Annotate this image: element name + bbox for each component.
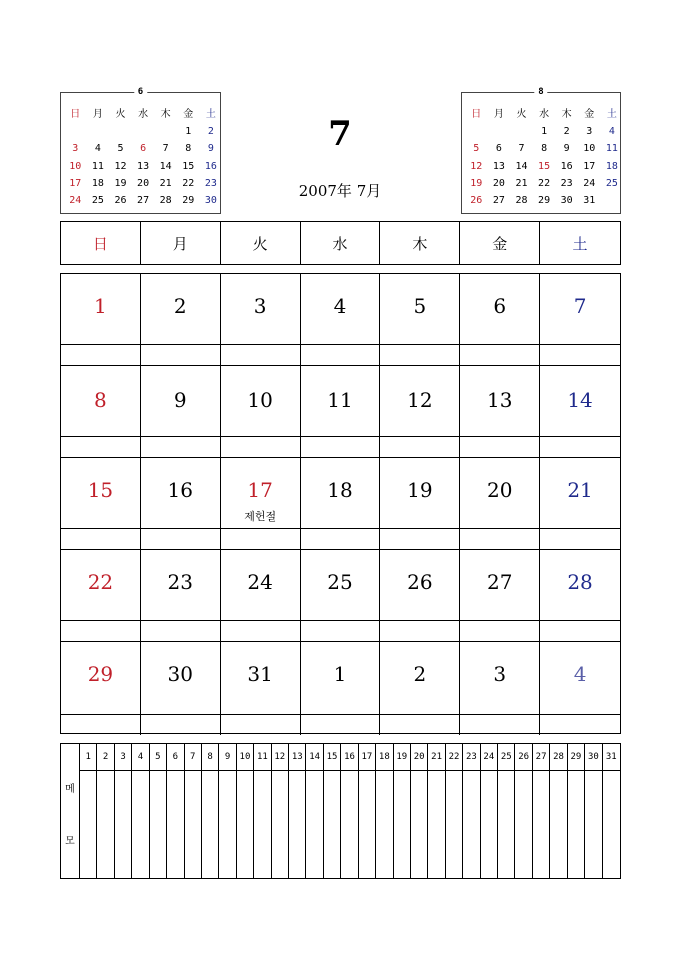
mini-day: 4 <box>608 126 615 138</box>
mini-weekday: 火 <box>115 109 126 120</box>
day-note-strip[interactable] <box>540 620 620 641</box>
memo-day-number: 7 <box>185 744 201 771</box>
day-number: 2 <box>173 294 187 318</box>
mini-day: 23 <box>560 177 573 189</box>
mini-weekday: 木 <box>160 109 171 120</box>
mini-day: 3 <box>72 143 79 155</box>
mini-day: 20 <box>492 177 505 189</box>
mini-day: 17 <box>69 177 82 189</box>
day-note-strip[interactable] <box>221 344 300 365</box>
day-number: 1 <box>333 662 347 686</box>
day-number: 3 <box>493 662 507 686</box>
day-number: 24 <box>247 570 273 594</box>
memo-day-number: 2 <box>97 744 113 771</box>
memo-day-column[interactable] <box>150 744 167 878</box>
memo-day-number: 8 <box>202 744 218 771</box>
day-cell[interactable] <box>61 550 141 642</box>
day-note-strip[interactable] <box>301 528 380 549</box>
day-note-strip[interactable] <box>380 528 459 549</box>
day-note-strip[interactable] <box>460 528 539 549</box>
mini-day: 16 <box>204 160 217 172</box>
memo-day-number: 16 <box>341 744 357 771</box>
day-number: 26 <box>407 570 433 594</box>
day-cell[interactable] <box>540 274 620 366</box>
day-number: 30 <box>167 662 193 686</box>
mini-day: 17 <box>583 160 596 172</box>
day-number: 11 <box>327 388 353 412</box>
day-number: 20 <box>486 478 513 502</box>
day-note-strip[interactable] <box>221 714 300 735</box>
mini-day: 20 <box>137 177 150 189</box>
memo-day-number: 18 <box>376 744 392 771</box>
day-cell[interactable] <box>221 458 301 550</box>
memo-day-number: 13 <box>289 744 305 771</box>
day-note-strip[interactable] <box>540 714 620 735</box>
day-note-strip[interactable] <box>301 344 380 365</box>
mini-day: 11 <box>91 160 104 172</box>
day-number: 27 <box>486 570 513 594</box>
day-number: 21 <box>567 478 593 502</box>
day-cell[interactable] <box>540 642 620 735</box>
memo-day-column[interactable] <box>568 744 585 878</box>
mini-weekday: 金 <box>183 109 194 120</box>
weekday-wednesday: 水 <box>301 222 381 264</box>
mini-day: 6 <box>495 143 502 155</box>
mini-day: 24 <box>583 177 596 189</box>
day-number: 14 <box>567 388 593 412</box>
mini-day: 18 <box>91 177 104 189</box>
memo-day-number: 14 <box>306 744 322 771</box>
mini-weekday: 水 <box>138 109 149 120</box>
mini-day: 9 <box>207 143 214 155</box>
mini-day: 26 <box>470 194 483 206</box>
day-number: 9 <box>173 388 187 412</box>
memo-label-bottom: 모 <box>65 836 75 847</box>
memo-day-column[interactable] <box>237 744 254 878</box>
mini-weekday: 水 <box>539 109 550 120</box>
day-number: 1 <box>94 294 107 318</box>
day-cell[interactable] <box>141 458 221 550</box>
day-number: 17 <box>247 478 273 502</box>
day-cell[interactable] <box>540 550 620 642</box>
day-number: 29 <box>87 662 114 686</box>
mini-day: 5 <box>117 143 124 155</box>
month-number: 7 <box>328 114 352 154</box>
memo-day-number: 28 <box>550 744 566 771</box>
day-note-strip[interactable] <box>141 714 220 735</box>
mini-day: 1 <box>541 126 548 138</box>
mini-day: 31 <box>583 194 596 206</box>
mini-day: 25 <box>605 177 618 189</box>
mini-day: 2 <box>563 126 570 138</box>
day-number: 15 <box>87 478 114 502</box>
memo-day-column[interactable] <box>202 744 219 878</box>
mini-day: 13 <box>137 160 150 172</box>
memo-day-column[interactable] <box>481 744 498 878</box>
day-note-strip[interactable] <box>141 528 220 549</box>
mini-day: 8 <box>185 143 192 155</box>
mini-day: 8 <box>541 143 548 155</box>
day-cell[interactable] <box>221 366 301 458</box>
day-cell[interactable] <box>460 274 540 366</box>
memo-day-column[interactable] <box>376 744 393 878</box>
day-note-strip[interactable] <box>61 344 140 365</box>
day-number: 31 <box>247 662 273 686</box>
mini-day: 28 <box>515 194 528 206</box>
memo-day-column[interactable] <box>306 744 323 878</box>
mini-day: 24 <box>69 194 82 206</box>
memo-day-column[interactable] <box>324 744 341 878</box>
mini-day: 28 <box>159 194 172 206</box>
day-number: 6 <box>493 294 507 318</box>
memo-day-number: 17 <box>359 744 375 771</box>
day-cell[interactable] <box>141 274 221 366</box>
month-calendar-grid <box>60 273 621 734</box>
mini-day: 6 <box>140 143 147 155</box>
memo-day-column[interactable] <box>533 744 550 878</box>
memo-day-number: 12 <box>272 744 288 771</box>
day-cell[interactable] <box>141 642 221 735</box>
memo-day-number: 9 <box>219 744 235 771</box>
memo-day-column[interactable] <box>585 744 602 878</box>
day-cell[interactable] <box>61 274 141 366</box>
mini-day: 29 <box>182 194 195 206</box>
day-note-strip[interactable] <box>221 436 300 457</box>
memo-day-column[interactable] <box>341 744 358 878</box>
mini-day: 22 <box>182 177 195 189</box>
day-cell[interactable] <box>460 366 540 458</box>
memo-day-number: 11 <box>254 744 270 771</box>
mini-day: 15 <box>538 160 551 172</box>
day-note-strip[interactable] <box>460 620 539 641</box>
memo-table <box>60 743 621 879</box>
day-cell[interactable] <box>61 458 141 550</box>
memo-day-column[interactable] <box>254 744 271 878</box>
mini-day: 21 <box>159 177 172 189</box>
day-cell[interactable] <box>460 550 540 642</box>
day-note-strip[interactable] <box>61 436 140 457</box>
mini-weekday: 月 <box>92 109 103 120</box>
mini-day: 4 <box>94 143 101 155</box>
mini-calendar-title: 6 <box>134 86 147 98</box>
memo-day-column[interactable] <box>446 744 463 878</box>
day-cell[interactable] <box>380 274 460 366</box>
memo-day-number: 22 <box>446 744 462 771</box>
day-cell[interactable] <box>301 274 381 366</box>
mini-calendar-title: 8 <box>534 86 547 98</box>
day-cell[interactable] <box>301 366 381 458</box>
memo-day-column[interactable] <box>359 744 376 878</box>
memo-day-column[interactable] <box>97 744 114 878</box>
day-cell[interactable] <box>221 642 301 735</box>
mini-day: 10 <box>583 143 596 155</box>
day-cell[interactable] <box>301 642 381 735</box>
weekday-header <box>60 221 621 265</box>
memo-day-number: 3 <box>115 744 131 771</box>
memo-day-number: 1 <box>80 744 96 771</box>
mini-day: 22 <box>538 177 551 189</box>
mini-day: 19 <box>114 177 127 189</box>
day-cell[interactable] <box>221 550 301 642</box>
day-note-strip[interactable] <box>380 714 459 735</box>
memo-day-column[interactable] <box>289 744 306 878</box>
memo-day-column[interactable] <box>498 744 515 878</box>
mini-weekday: 金 <box>584 109 595 120</box>
day-cell[interactable] <box>141 366 221 458</box>
day-number: 25 <box>327 570 353 594</box>
day-note-strip[interactable] <box>460 436 539 457</box>
mini-day: 13 <box>492 160 505 172</box>
mini-weekday: 月 <box>493 109 504 120</box>
day-note-strip[interactable] <box>460 344 539 365</box>
memo-day-column[interactable] <box>394 744 411 878</box>
memo-day-column[interactable] <box>219 744 236 878</box>
weekday-sunday: 日 <box>61 222 141 264</box>
day-number: 5 <box>413 294 427 318</box>
memo-day-number: 21 <box>428 744 444 771</box>
day-number: 22 <box>87 570 114 594</box>
mini-day: 21 <box>515 177 528 189</box>
day-number: 19 <box>407 478 433 502</box>
mini-day: 18 <box>605 160 618 172</box>
mini-day: 14 <box>515 160 528 172</box>
mini-weekday: 日 <box>70 109 81 120</box>
memo-day-number: 5 <box>150 744 166 771</box>
weekday-friday: 金 <box>460 222 540 264</box>
mini-day: 12 <box>470 160 483 172</box>
day-cell[interactable] <box>380 550 460 642</box>
mini-day: 27 <box>137 194 150 206</box>
year-month-label: 2007年 7月 <box>298 182 382 200</box>
mini-weekday: 日 <box>471 109 482 120</box>
day-cell[interactable] <box>301 550 381 642</box>
day-cell[interactable] <box>301 458 381 550</box>
memo-day-number: 15 <box>324 744 340 771</box>
mini-day: 29 <box>538 194 551 206</box>
day-note-strip[interactable] <box>540 436 620 457</box>
day-number: 23 <box>167 570 193 594</box>
day-cell[interactable] <box>61 642 141 735</box>
memo-day-column[interactable] <box>428 744 445 878</box>
mini-weekday: 火 <box>516 109 527 120</box>
mini-weekday: 木 <box>561 109 572 120</box>
holiday-name: 제헌절 <box>244 510 277 523</box>
memo-day-column[interactable] <box>463 744 480 878</box>
memo-day-number: 25 <box>498 744 514 771</box>
day-number: 8 <box>94 388 107 412</box>
day-note-strip[interactable] <box>141 344 220 365</box>
mini-day: 23 <box>204 177 217 189</box>
mini-day: 9 <box>563 143 570 155</box>
day-note-strip[interactable] <box>380 436 459 457</box>
memo-day-number: 24 <box>481 744 497 771</box>
day-note-strip[interactable] <box>380 620 459 641</box>
memo-day-number: 20 <box>411 744 427 771</box>
memo-day-column[interactable] <box>515 744 532 878</box>
memo-day-column[interactable] <box>185 744 202 878</box>
day-cell[interactable] <box>380 366 460 458</box>
memo-label-top: 메 <box>65 784 75 795</box>
day-cell[interactable] <box>460 458 540 550</box>
memo-day-column[interactable] <box>411 744 428 878</box>
day-note-strip[interactable] <box>460 714 539 735</box>
day-number: 2 <box>413 662 427 686</box>
mini-day: 30 <box>560 194 573 206</box>
mini-day: 26 <box>114 194 127 206</box>
memo-day-column[interactable] <box>167 744 184 878</box>
memo-day-number: 30 <box>585 744 601 771</box>
memo-day-number: 19 <box>394 744 410 771</box>
day-number: 4 <box>573 662 587 686</box>
mini-day: 1 <box>185 126 192 138</box>
mini-day: 14 <box>159 160 172 172</box>
mini-day: 25 <box>91 194 104 206</box>
weekday-saturday: 土 <box>572 234 588 253</box>
day-cell[interactable] <box>141 550 221 642</box>
memo-day-column[interactable] <box>115 744 132 878</box>
weekday-monday: 月 <box>141 222 221 264</box>
mini-day: 27 <box>492 194 505 206</box>
memo-day-column[interactable] <box>132 744 149 878</box>
day-note-strip[interactable] <box>61 528 140 549</box>
day-note-strip[interactable] <box>141 436 220 457</box>
memo-day-number: 6 <box>167 744 183 771</box>
memo-day-columns <box>80 744 620 878</box>
memo-label <box>61 744 80 878</box>
memo-day-column[interactable] <box>272 744 289 878</box>
memo-day-number: 29 <box>568 744 584 771</box>
mini-day: 2 <box>207 126 214 138</box>
mini-day: 11 <box>605 143 618 155</box>
memo-day-number: 10 <box>237 744 253 771</box>
mini-day: 3 <box>586 126 593 138</box>
mini-weekday: 土 <box>606 109 617 120</box>
day-cell[interactable] <box>540 458 620 550</box>
day-number: 16 <box>167 478 193 502</box>
day-note-strip[interactable] <box>380 344 459 365</box>
day-cell[interactable] <box>380 458 460 550</box>
day-note-strip[interactable] <box>540 528 620 549</box>
day-cell[interactable] <box>61 366 141 458</box>
weekday-thursday: 木 <box>380 222 460 264</box>
day-number: 4 <box>333 294 347 318</box>
memo-day-column[interactable] <box>550 744 567 878</box>
weekday-tuesday: 火 <box>221 222 301 264</box>
memo-day-number: 31 <box>603 744 620 771</box>
mini-day: 15 <box>182 160 195 172</box>
day-note-strip[interactable] <box>540 344 620 365</box>
day-number: 13 <box>486 388 513 412</box>
mini-day: 10 <box>69 160 82 172</box>
memo-day-number: 23 <box>463 744 479 771</box>
day-number: 28 <box>567 570 593 594</box>
memo-day-number: 27 <box>533 744 549 771</box>
day-number: 10 <box>247 388 273 412</box>
day-note-strip[interactable] <box>61 620 140 641</box>
day-note-strip[interactable] <box>301 436 380 457</box>
day-cell[interactable] <box>540 366 620 458</box>
day-number: 18 <box>327 478 353 502</box>
day-note-strip[interactable] <box>301 620 380 641</box>
day-number: 7 <box>573 294 587 318</box>
mini-day: 30 <box>204 194 217 206</box>
memo-day-column[interactable] <box>603 744 620 878</box>
mini-day: 5 <box>473 143 480 155</box>
day-note-strip[interactable] <box>221 620 300 641</box>
day-note-strip[interactable] <box>221 528 300 549</box>
day-number: 3 <box>253 294 267 318</box>
mini-weekday: 土 <box>205 109 216 120</box>
day-note-strip[interactable] <box>301 714 380 735</box>
day-note-strip[interactable] <box>61 714 140 735</box>
mini-day: 7 <box>518 143 525 155</box>
day-cell[interactable] <box>460 642 540 735</box>
day-note-strip[interactable] <box>141 620 220 641</box>
memo-day-number: 4 <box>132 744 148 771</box>
day-number: 12 <box>407 388 433 412</box>
memo-day-column[interactable] <box>80 744 97 878</box>
mini-day: 7 <box>162 143 169 155</box>
day-cell[interactable] <box>380 642 460 735</box>
mini-day: 19 <box>470 177 483 189</box>
day-cell[interactable] <box>221 274 301 366</box>
mini-day: 12 <box>114 160 127 172</box>
mini-day: 16 <box>560 160 573 172</box>
memo-day-number: 26 <box>515 744 531 771</box>
